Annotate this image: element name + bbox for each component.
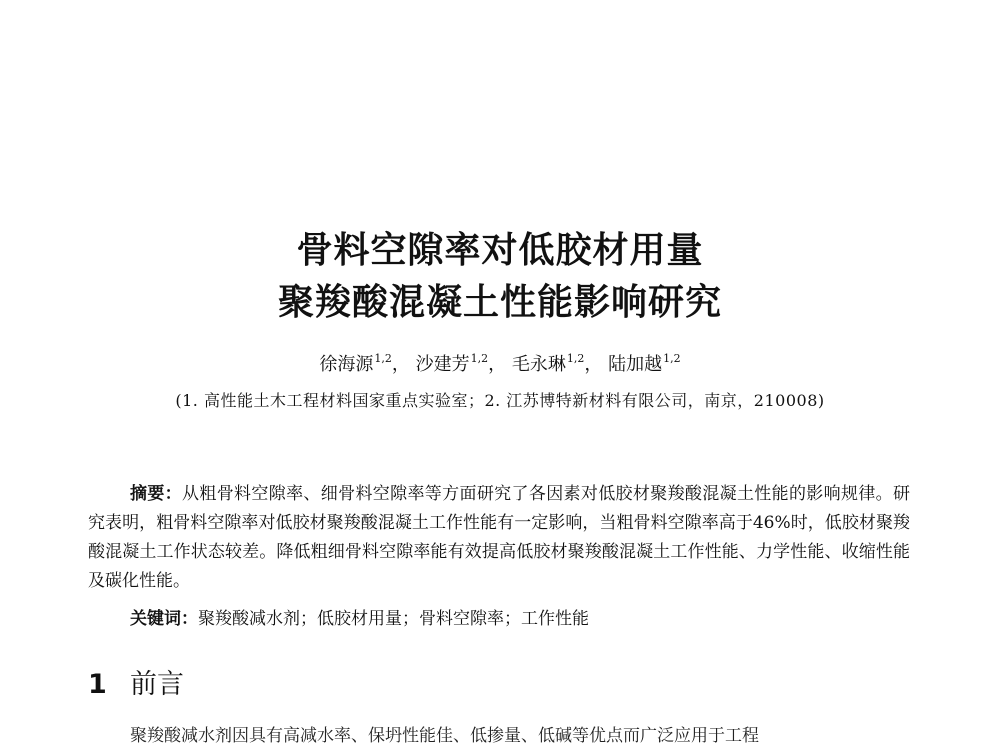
author-affiliation-mark: 1,2 (663, 352, 681, 365)
author-affiliation-mark: 1,2 (566, 352, 585, 365)
author-affiliation-mark: 1,2 (470, 352, 489, 365)
author-name: 沙建芳 (415, 354, 470, 375)
section-title: 前言 (130, 669, 184, 700)
section-number: 1 (88, 669, 107, 700)
keywords-line (130, 604, 589, 629)
keywords-text: 聚羧酸减水剂；低胶材用量；骨料空隙率；工作性能 (198, 609, 589, 629)
keywords-label: 关键词： (130, 609, 198, 629)
abstract-label: 摘要： (130, 484, 183, 504)
section-heading (88, 662, 184, 701)
body-text-partial-line: 聚羧酸减水剂因具有高减水率、保坍性能佳、低掺量、低碱等优点而广泛应用于工程 (130, 726, 759, 746)
author-separator: ， (488, 354, 507, 375)
paper-title-line-2: 聚羧酸混凝土性能影响研究 (277, 281, 722, 323)
affiliation-line: (1. 高性能土木工程材料国家重点实验室；2. 江苏博特新材料有限公司，南京，210008) (175, 391, 825, 410)
author-name: 毛永琳 (511, 354, 566, 375)
author-name: 陆加越 (608, 354, 663, 375)
abstract-text: 从粗骨料空隙率、细骨料空隙率等方面研究了各因素对低胶材聚羧酸混凝土性能的影响规律。研究表明，粗骨料空隙率对低胶材聚羧酸混凝土工作性能有一定影响，当粗骨料空隙率高于46%时，低胶材聚羧酸混凝土工作状态较差。降低粗细骨料空隙率能有效提高低胶材聚羧酸混凝土工作性能、力学性能、收缩性能及碳化性能。 (88, 484, 911, 591)
author-name: 徐海源 (319, 354, 374, 375)
author-separator: ， (391, 354, 410, 375)
abstract-paragraph (88, 480, 910, 596)
author-separator: ， (584, 354, 603, 375)
author-list (0, 350, 1000, 376)
author-affiliation-mark: 1,2 (374, 352, 392, 365)
paper-title-line-1: 骨料空隙率对低胶材用量 (296, 229, 704, 271)
